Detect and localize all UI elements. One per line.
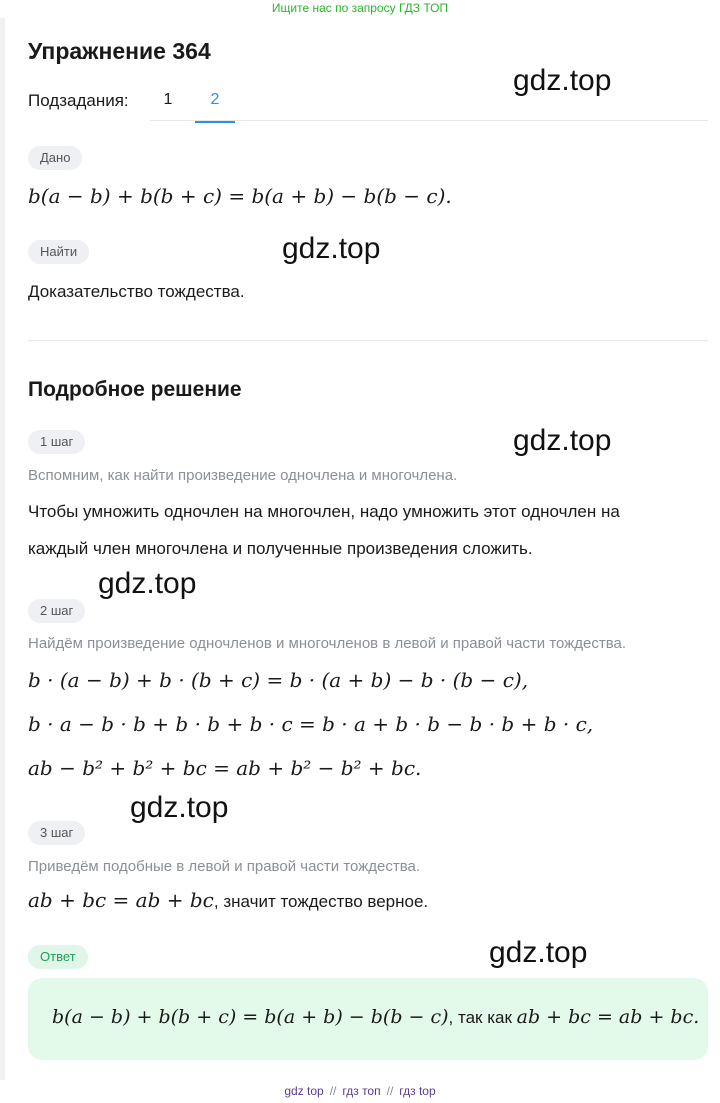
watermark: gdz.top [513,64,612,97]
watermark: gdz.top [513,424,612,457]
left-rail [0,18,5,1080]
given-badge: Дано [28,146,82,170]
step-1-text-line-2: каждый член многочлена и полученные произведения сложить. [28,539,533,558]
watermark: gdz.top [282,232,381,265]
step-1-hint: Вспомним, как найти произведение одночлена и многочлена. [28,467,458,484]
step-2-formula-1: b · (a − b) + b · (b + c) = b · (a + b) − b · (b − c), [28,668,529,692]
footer-link-1[interactable]: gdz top [284,1084,324,1098]
step-2-badge: 2 шаг [28,599,85,623]
step-2-formula-3: ab − b² + b² + bc = ab + b² − b² + bc. [28,756,422,780]
solution-title: Подробное решение [28,378,242,401]
watermark: gdz.top [98,567,197,600]
step-3-formula: ab + bc = ab + bc [28,888,214,912]
answer-formula-1: b(a − b) + b(b + c) = b(a + b) − b(b − c) [52,1006,449,1028]
footer-separator: // [329,1084,337,1098]
footer-separator: // [386,1084,394,1098]
answer-formula-2: ab + bc = ab + bc. [516,1006,700,1028]
find-badge: Найти [28,240,89,264]
step-2-hint: Найдём произведение одночленов и многочленов в левой и правой части тождества. [28,635,627,652]
answer-middle-text: , так как [448,1008,517,1027]
find-text: Доказательство тождества. [28,282,245,301]
footer-link-3[interactable]: гдз top [399,1084,436,1098]
step-3-conclusion [28,888,428,912]
step-2-formula-2: b · a − b · b + b · b + b · c = b · a + b · b − b · b + b · c, [28,712,594,736]
step-3-hint: Приведём подобные в левой и правой части тождества. [28,858,421,875]
footer-link-2[interactable]: гдз топ [342,1084,381,1098]
watermark: gdz.top [489,936,588,969]
section-divider [28,340,708,341]
given-formula: b(a − b) + b(b + c) = b(a + b) − b(b − c). [28,184,452,208]
step-1-text-line-1: Чтобы умножить одночлен на многочлен, надо умножить этот одночлен на [28,502,620,521]
step-1-badge: 1 шаг [28,430,85,454]
watermark: gdz.top [130,791,229,824]
step-3-badge: 3 шаг [28,821,85,845]
top-banner[interactable]: Ищите нас по запросу ГДЗ ТОП [271,1,449,15]
answer-box [28,978,708,1060]
subtasks-label: Подзадания: [28,91,129,110]
step-3-suffix: , значит тождество верное. [213,892,429,911]
subtask-tab-2[interactable]: 2 [195,91,235,123]
answer-badge: Ответ [28,945,88,969]
footer-links [0,1084,720,1098]
subtask-tab-1[interactable]: 1 [163,91,173,108]
page-title: Упражнение 364 [28,38,211,64]
